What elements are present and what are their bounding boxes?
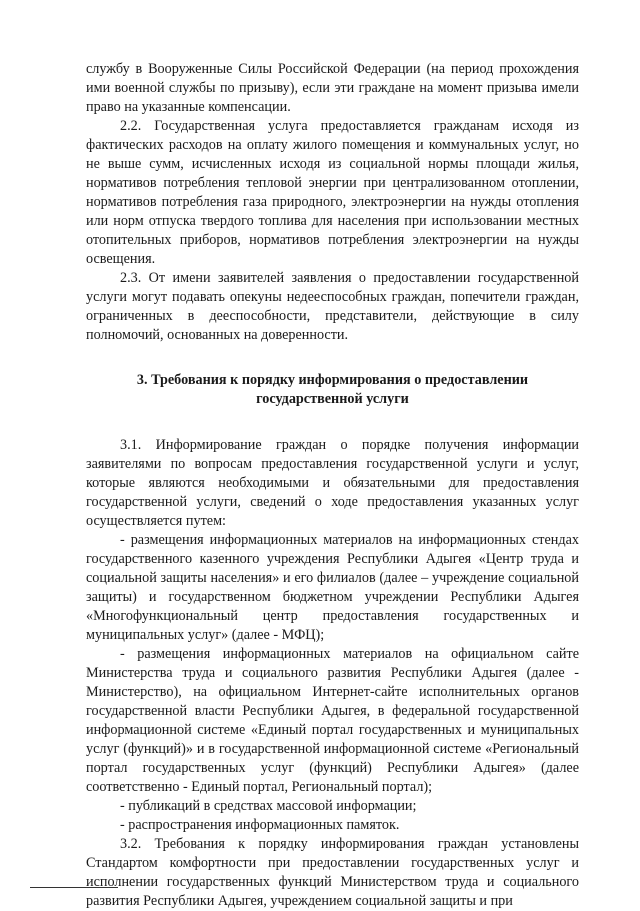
- list-item-websites: - размещения информационных материалов на официальном сайте Министерства труда и социального развития Республики Адыгея (далее - Министерство), на официальном Интернет-сайте исполнительных органов государственной власти Республики Адыгея, в федеральной государственной информационной системе «Единый портал государственных и муниципальных услуг (функций)» и в государственной информационной системе «Региональный портал государственных услуг (функций) Республики Адыгея» (далее соответственно - Единый портал, Региональный портал);: [86, 646, 579, 795]
- paragraph-3-1: 3.1. Информирование граждан о порядке получения информации заявителями по вопросам предоставления государственной услуги и услуг, которые являются необходимыми и обязательными для предоставления государственной услуги, сведений о ходе предоставления указанных услуг осуществляется путем:: [86, 437, 579, 529]
- footnote-divider: [30, 887, 118, 888]
- paragraph-2-3: 2.3. От имени заявителей заявления о предоставлении государственной услуги могут подавать опекуны недееспособных граждан, попечители граждан, ограниченных в дееспособности, представители, действующие в силу полномочий, основанных на доверенности.: [86, 270, 579, 343]
- paragraph-continuation: службу в Вооруженные Силы Российской Федерации (на период прохождения ими военной службы по призыву), если эти граждане на момент призыва имели право на указанные компенсации.: [86, 61, 579, 115]
- paragraph-2-2: 2.2. Государственная услуга предоставляется гражданам исходя из фактических расходов на оплату жилого помещения и коммунальных услуг, но не выше сумм, исчисленных исходя из социальной нормы площади жилья, нормативов потребления тепловой энергии при централизованном отоплении, нормативов потребления газа природного, электроэнергии на нужды отопления или норм отпуска твердого топлива для населения при использовании местных отопительных приборов, нормативов потребления электроэнергии на нужды освещения.: [86, 118, 579, 267]
- document-body: [86, 60, 579, 911]
- list-item-media: - публикаций в средствах массовой информации;: [120, 798, 417, 814]
- list-item-leaflets: - распространения информационных памяток.: [120, 817, 400, 833]
- list-item-stands: - размещения информационных материалов на информационных стендах государственного казенного учреждения Республики Адыгея «Центр труда и социальной защиты населения» и его филиалов (далее – учреждение социальной защиты) и государственном бюджетном учреждении Республики Адыгея «Многофункциональный центр предоставления государственных и муниципальных услуг» (далее - МФЦ);: [86, 532, 579, 643]
- section-heading: 3. Требования к порядку информирования о предоставлении государственной услуги: [136, 372, 529, 407]
- paragraph-3-2: 3.2. Требования к порядку информирования граждан установлены Стандартом комфортности при предоставлении государственных услуг и исполнении государственных функций Министерством труда и социального развития Республики Адыгея, учреждением социальной защиты и при: [86, 836, 579, 909]
